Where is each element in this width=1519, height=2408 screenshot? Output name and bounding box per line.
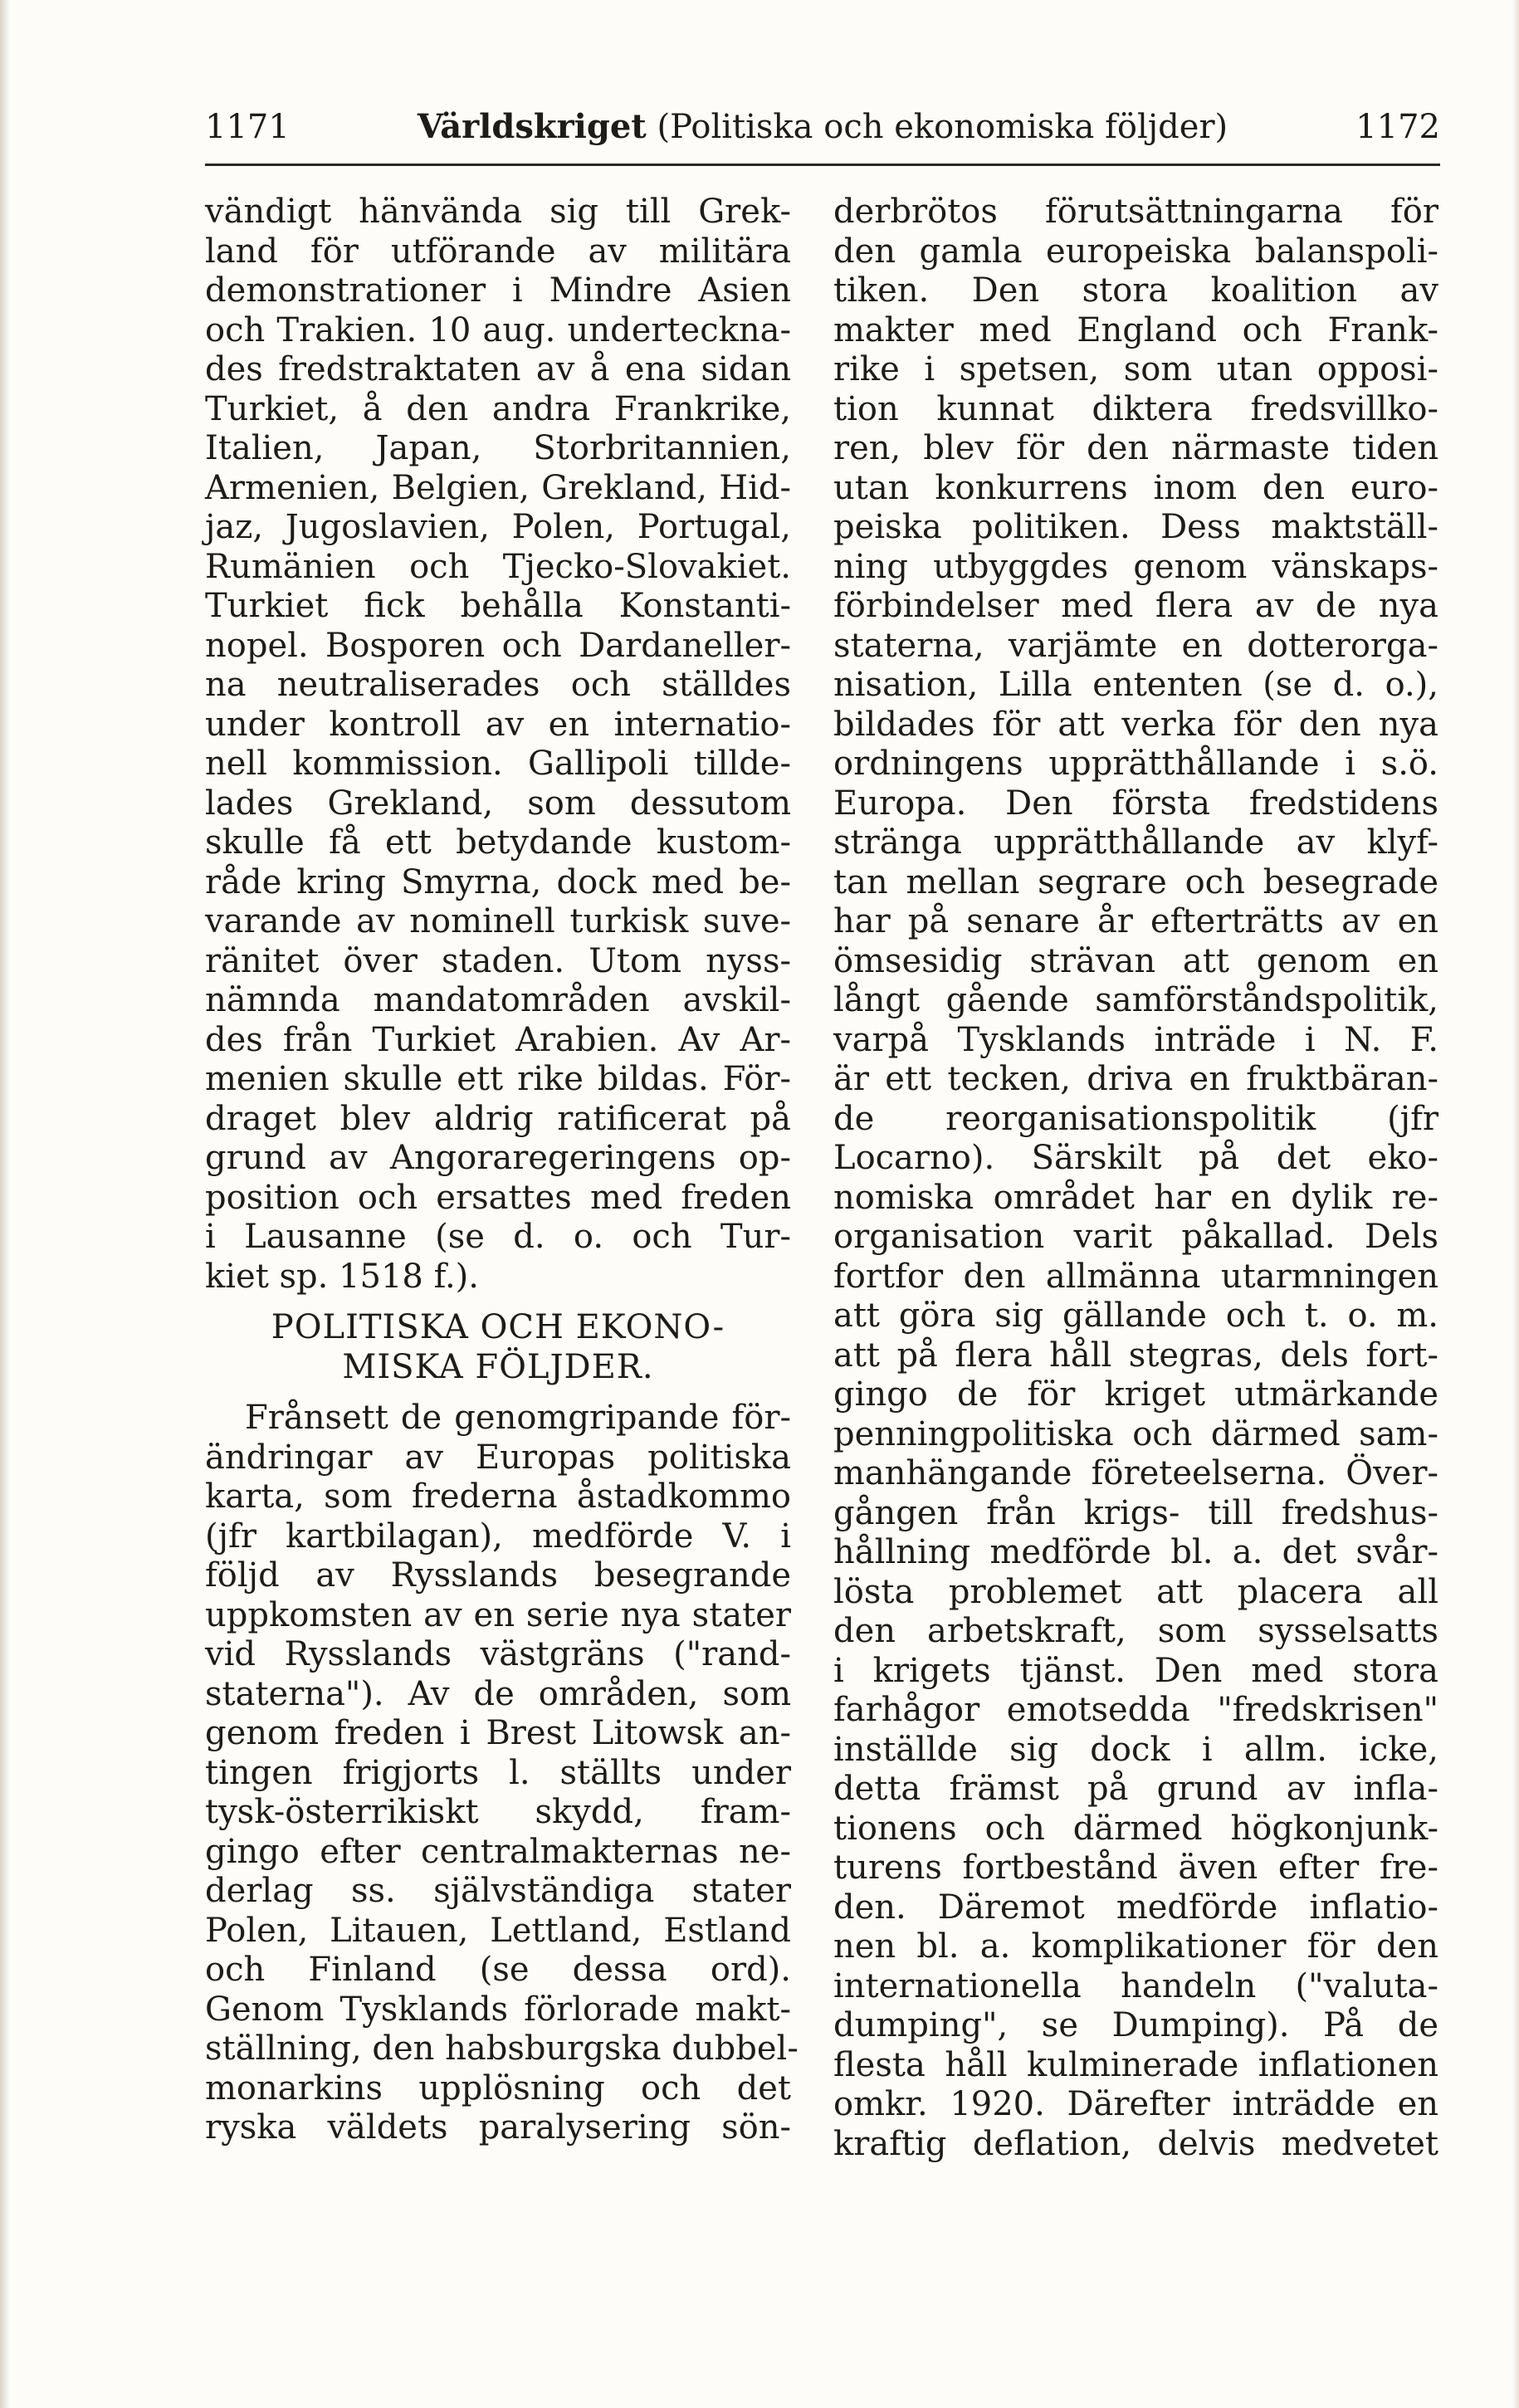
text-line: lades Grekland, som dessutom bbox=[205, 784, 791, 823]
text-line: menien skulle ett rike bildas. För- bbox=[205, 1060, 791, 1098]
text-line: hållning medförde bl. a. det svår- bbox=[833, 1533, 1438, 1571]
text-line: långt gående samförståndspolitik, bbox=[833, 981, 1438, 1019]
text-line: att göra sig gällande och t. o. m. bbox=[833, 1297, 1438, 1335]
header-rule bbox=[205, 164, 1440, 166]
text-line: ömsesidig strävan att genom en bbox=[833, 941, 1438, 980]
text-line: tion kunnat diktera fredsvillko- bbox=[833, 389, 1438, 428]
text-line: tysk-österrikiskt skydd, fram- bbox=[205, 1793, 791, 1831]
text-line: monarkins upplösning och det bbox=[205, 2069, 791, 2108]
text-line: des från Turkiet Arabien. Av Ar- bbox=[205, 1020, 791, 1059]
text-line: Genom Tysklands förlorade makt- bbox=[205, 1990, 791, 2029]
text-line: ning utbyggdes genom vänskaps- bbox=[833, 547, 1438, 586]
text-line: grund av Angoraregeringens op- bbox=[205, 1139, 791, 1177]
text-line: Frånsett de genomgripande för- bbox=[245, 1399, 791, 1437]
text-line: nopel. Bosporen och Dardaneller- bbox=[205, 626, 791, 665]
text-line: följd av Rysslands besegrande bbox=[205, 1556, 791, 1595]
text-line: omkr. 1920. Därefter inträdde en bbox=[833, 2085, 1438, 2123]
left-column bbox=[205, 193, 799, 2148]
text-line: tingen frigjorts l. ställts under bbox=[205, 1753, 791, 1792]
text-line: internationella handeln ("valuta- bbox=[833, 1966, 1438, 2005]
text-line: peiska politiken. Dess maktställ- bbox=[833, 508, 1438, 546]
text-line: tan mellan segrare och besegrade bbox=[833, 862, 1438, 901]
text-line: turens fortbestånd även efter fre- bbox=[833, 1849, 1438, 1887]
section-heading: POLITISKA OCH EKONO- bbox=[271, 1308, 725, 1346]
text-line: derlag ss. självständiga stater bbox=[205, 1872, 791, 1910]
text-line: utan konkurrens inom den euro- bbox=[833, 468, 1438, 507]
text-line: karta, som frederna åstadkommo bbox=[205, 1478, 791, 1516]
text-line: kiet sp. 1518 f.). bbox=[205, 1257, 479, 1296]
text-line: har på senare år efterträtts av en bbox=[833, 902, 1438, 940]
text-line: i krigets tjänst. Den med stora bbox=[833, 1651, 1438, 1690]
text-line: dumping", se Dumping). På de bbox=[833, 2006, 1438, 2044]
text-line: ställning, den habsburgska dubbel- bbox=[205, 2029, 799, 2068]
text-line: nämnda mandatområden avskil- bbox=[205, 981, 791, 1019]
text-line: ordningens upprätthållande i s.ö. bbox=[833, 745, 1438, 783]
text-line: lösta problemet att placera all bbox=[833, 1572, 1438, 1611]
text-line: förbindelser med flera av de nya bbox=[833, 587, 1438, 625]
text-line: nisation, Lilla ententen (se d. o.), bbox=[833, 666, 1438, 704]
running-title-rest: (Politiska och ekonomiska följder) bbox=[657, 108, 1228, 146]
page-edge-shadow-right bbox=[1512, 0, 1519, 2408]
text-line: vändigt hänvända sig till Grek- bbox=[205, 193, 791, 231]
text-line: draget blev aldrig ratificerat på bbox=[205, 1099, 791, 1138]
text-line: ränitet över staden. Utom nyss- bbox=[205, 941, 791, 980]
text-line: den arbetskraft, som sysselsatts bbox=[833, 1612, 1438, 1650]
text-line: Polen, Litauen, Lettland, Estland bbox=[205, 1911, 791, 1950]
text-line: demonstrationer i Mindre Asien bbox=[205, 271, 791, 310]
text-line: gingo de för kriget utmärkande bbox=[833, 1375, 1438, 1414]
text-line: organisation varit påkallad. Dels bbox=[833, 1218, 1438, 1256]
text-line: (jfr kartbilagan), medförde V. i bbox=[205, 1517, 791, 1556]
text-line: makter med England och Frank- bbox=[833, 310, 1438, 349]
text-line: Armenien, Belgien, Grekland, Hid- bbox=[205, 468, 791, 507]
text-line: Turkiet, å den andra Frankrike, bbox=[205, 389, 791, 428]
text-line: nell kommission. Gallipoli tillde- bbox=[205, 745, 791, 783]
text-line: tiken. Den stora koalition av bbox=[833, 271, 1438, 310]
text-line: staterna, varjämte en dotterorga- bbox=[833, 626, 1438, 665]
text-line: i Lausanne (se d. o. och Tur- bbox=[205, 1218, 791, 1256]
text-line: na neutraliserades och ställdes bbox=[205, 666, 791, 704]
text-line: den gamla europeiska balanspoli- bbox=[833, 232, 1438, 271]
text-line: flesta håll kulminerade inflationen bbox=[833, 2045, 1438, 2084]
running-title bbox=[371, 106, 1274, 148]
text-line: rike i spetsen, som utan opposi- bbox=[833, 350, 1438, 388]
text-line: nomiska området har en dylik re- bbox=[833, 1178, 1438, 1217]
text-line: Italien, Japan, Storbritannien, bbox=[205, 429, 791, 467]
text-line: land för utförande av militära bbox=[205, 232, 791, 271]
text-line: nen bl. a. komplikationer för den bbox=[833, 1927, 1438, 1966]
text-line: under kontroll av en internatio- bbox=[205, 705, 791, 744]
text-line: fortfor den allmänna utarmningen bbox=[833, 1257, 1438, 1296]
text-line: varande av nominell turkisk suve- bbox=[205, 902, 791, 940]
text-line: gången från krigs- till fredshus- bbox=[833, 1493, 1438, 1532]
section-heading: MISKA FÖLJDER. bbox=[342, 1347, 654, 1386]
text-line: bildades för att verka för den nya bbox=[833, 705, 1438, 744]
text-line: genom freden i Brest Litowsk an- bbox=[205, 1714, 791, 1752]
text-line: är ett tecken, driva en fruktbäran- bbox=[833, 1060, 1438, 1098]
text-line: inställde sig dock i allm. icke, bbox=[833, 1730, 1438, 1769]
text-line: de reorganisationspolitik (jfr bbox=[833, 1099, 1438, 1138]
text-line: jaz, Jugoslavien, Polen, Portugal, bbox=[205, 508, 791, 546]
text-line: Turkiet fick behålla Konstanti- bbox=[205, 587, 791, 625]
text-line: gingo efter centralmakternas ne- bbox=[205, 1832, 791, 1871]
page-number-right: 1172 bbox=[1355, 108, 1440, 146]
text-line: ren, blev för den närmaste tiden bbox=[833, 429, 1438, 467]
text-line: varpå Tysklands inträde i N. F. bbox=[833, 1020, 1438, 1059]
text-line: att på flera håll stegras, dels fort- bbox=[833, 1336, 1438, 1375]
text-line: penningpolitiska och därmed sam- bbox=[833, 1414, 1438, 1453]
text-line: position och ersattes med freden bbox=[205, 1178, 791, 1217]
text-line: detta främst på grund av infla- bbox=[833, 1770, 1438, 1808]
text-line: ändringar av Europas politiska bbox=[205, 1438, 791, 1477]
text-line: Europa. Den första fredstidens bbox=[833, 784, 1438, 823]
text-line: ryska väldets paralysering sön- bbox=[205, 2108, 791, 2147]
running-title-bold: Världskriget bbox=[417, 107, 647, 146]
right-column bbox=[833, 193, 1438, 2164]
text-line: uppkomsten av en serie nya stater bbox=[205, 1595, 791, 1634]
text-line: råde kring Smyrna, dock med be- bbox=[205, 862, 791, 901]
page-number-left: 1171 bbox=[205, 108, 290, 146]
text-line: kraftig deflation, delvis medvetet bbox=[833, 2124, 1438, 2163]
page-header bbox=[205, 106, 1440, 156]
text-line: Locarno). Särskilt på det eko- bbox=[833, 1139, 1438, 1177]
text-line: des fredstraktaten av å ena sidan bbox=[205, 350, 791, 388]
text-line: vid Rysslands västgräns ("rand- bbox=[205, 1635, 791, 1673]
text-line: den. Däremot medförde inflatio- bbox=[833, 1888, 1438, 1927]
text-line: manhängande företeelserna. Över- bbox=[833, 1454, 1438, 1492]
text-line: derbrötos förutsättningarna för bbox=[833, 193, 1438, 231]
text-line: skulle få ett betydande kustom- bbox=[205, 823, 791, 862]
text-line: staterna"). Av de områden, som bbox=[205, 1674, 791, 1713]
text-line: och Finland (se dessa ord). bbox=[205, 1951, 791, 1989]
text-line: stränga upprätthållande av klyf- bbox=[833, 823, 1438, 862]
text-line: Rumänien och Tjecko-Slovakiet. bbox=[205, 547, 791, 586]
text-line: farhågor emotsedda "fredskrisen" bbox=[833, 1691, 1438, 1729]
text-line: och Trakien. 10 aug. underteckna- bbox=[205, 310, 791, 349]
text-line: tionens och därmed högkonjunk- bbox=[833, 1809, 1438, 1848]
page-edge-shadow bbox=[0, 0, 10, 2408]
